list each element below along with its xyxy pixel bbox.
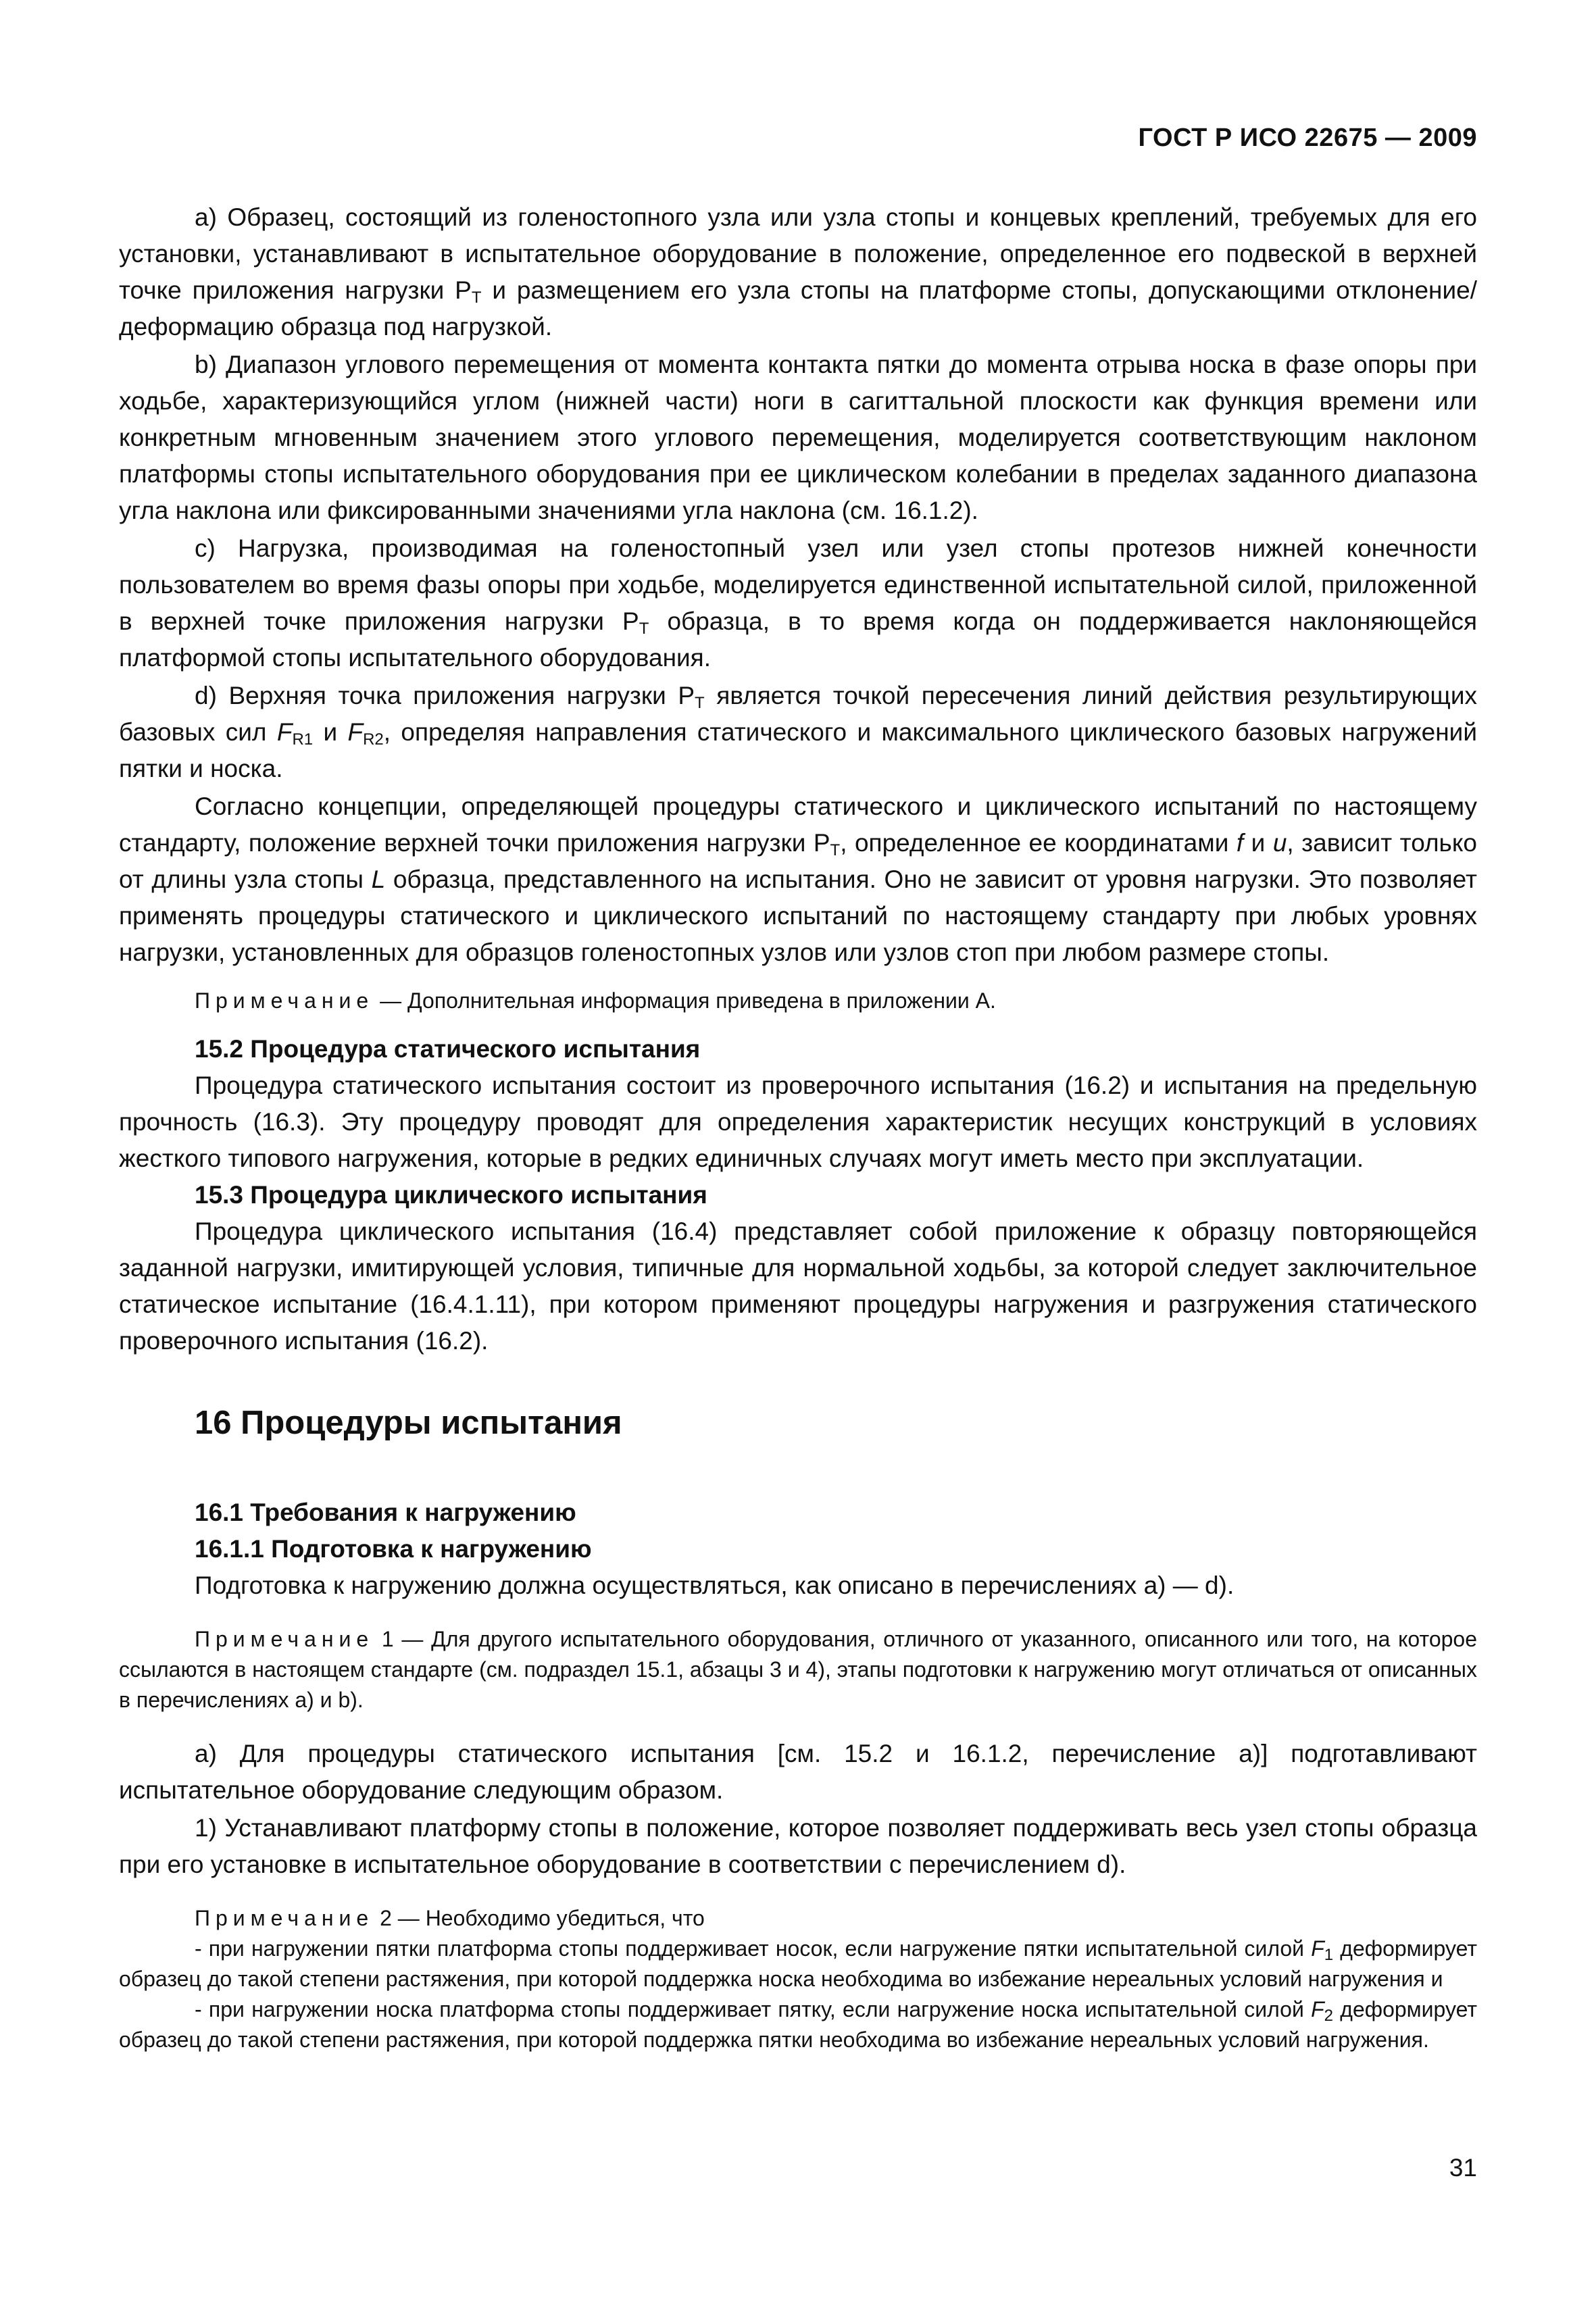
paragraph-a: а) Образец, состоящий из голеностопного узла или узла стопы и концевых креплений, требуемых для его установки, устанавливают в испытательное оборудование в положение, определенное его подвеской в верхней точке приложения нагрузки $P_T$ и размещением его узла стопы на платформе стопы, допускающими отклонение/деформацию образца под нагрузкой.: [119, 203, 1477, 341]
heading-16-1: 16.1 Требования к нагружению: [195, 1499, 576, 1526]
document-body: [119, 199, 1477, 2055]
note-2-item-2: - при нагружении носка платформа стопы поддерживает пятку, если нагружение носка испытательной силой $F_2$ деформирует образец до такой степени растяжения, при которой поддержка пятки необходима во избежание нереальных условий нагружения.: [119, 1997, 1478, 2052]
heading-16: 16 Процедуры испытания: [195, 1405, 622, 1441]
page-number: 31: [1449, 2154, 1477, 2182]
note-2-item-1: - при нагружении пятки платформа стопы поддерживает носок, если нагружение пятки испытательной силой $F_1$ деформирует образец до такой степени растяжения, при которой поддержка носка необходима во избежание нереальных условий нагружения и: [119, 1936, 1478, 1991]
paragraph-concept: Согласно концепции, определяющей процедуры статического и циклического испытаний по настоящему стандарту, положение верхней точки приложения нагрузки $P_T$, определенное ее координатами f и u, зависит только от длины узла стопы L образца, представленного на испытания. Оно не зависит от уровня нагрузки. Это позволяет применять процедуры статического и циклического испытаний по настоящему стандарту при любых уровнях нагрузки, установленных для образцов голеностопных узлов или узлов стоп при любом размере стопы.: [119, 793, 1478, 966]
heading-16-1-1: 16.1.1 Подготовка к нагружению: [195, 1535, 592, 1563]
note-2: Примечание 2 — Необходимо убедиться, что: [195, 1906, 705, 1930]
paragraph-16-1-1: Подготовка к нагружению должна осуществляться, как описано в перечислениях а) — d).: [195, 1571, 1235, 1599]
paragraph-b: b) Диапазон углового перемещения от момента контакта пятки до момента отрыва носка в фазе опоры при ходьбе, характеризующийся углом (нижней части) ноги в сагиттальной плоскости как функция времени или конкретным мгновенным значением этого углового перемещения, моделируется соответствующим наклоном платформы стопы испытательного оборудования при ее циклическом колебании в пределах заданного диапазона угла наклона или фиксированными значениями угла наклона (см. 16.1.2).: [119, 351, 1477, 524]
paragraph-d: d) Верхняя точка приложения нагрузки $P_T$ является точкой пересечения линий действия результирующих базовых сил $F_{R1}$ и $F_{R2}$, определяя направления статического и максимального циклического базовых нагружений пятки и носка.: [119, 682, 1478, 782]
note-1: Примечание 1 — Для другого испытательного оборудования, отличного от указанного, описанного или того, на которое ссылаются в настоящем стандарте (см. подраздел 15.1, абзацы 3 и 4), этапы подготовки к нагружению могут отличаться от описанных в перечислениях а) и b).: [119, 1627, 1477, 1712]
heading-15-2: 15.2 Процедура статического испытания: [195, 1035, 701, 1063]
heading-15-3: 15.3 Процедура циклического испытания: [195, 1181, 707, 1209]
document-header: ГОСТ Р ИСО 22675 — 2009: [1138, 124, 1477, 152]
paragraph-a-static-1: 1) Устанавливают платформу стопы в положение, которое позволяет поддерживать весь узел стопы образца при его установке в испытательное оборудование в соответствии с перечислением d).: [119, 1814, 1477, 1878]
paragraph-15-3: Процедура циклического испытания (16.4) представляет собой приложение к образцу повторяющейся заданной нагрузки, имитирующей условия, типичные для нормальной ходьбы, за которой следует заключительное статическое испытание (16.4.1.11), при котором применяют процедуры нагружения и разгружения статического проверочного испытания (16.2).: [119, 1217, 1477, 1355]
paragraph-c: с) Нагрузка, производимая на голеностопный узел или узел стопы протезов нижней конечности пользователем во время фазы опоры при ходьбе, моделируется единственной испытательной силой, приложенной в верхней точке приложения нагрузки $P_T$ образца, в то время когда он поддерживается наклоняющейся платформой стопы испытательного оборудования.: [119, 534, 1477, 672]
note-annex-a: Примечание — Дополнительная информация приведена в приложении А.: [195, 988, 996, 1013]
paragraph-a-static: а) Для процедуры статического испытания [см. 15.2 и 16.1.2, перечисление а)] подготавливают испытательное оборудование следующим образом.: [119, 1740, 1477, 1804]
paragraph-15-2: Процедура статического испытания состоит из проверочного испытания (16.2) и испытания на предельную прочность (16.3). Эту процедуру проводят для определения характеристик несущих конструкций в условиях жесткого типового нагружения, которые в редких единичных случаях могут иметь место при эксплуатации.: [119, 1072, 1477, 1172]
